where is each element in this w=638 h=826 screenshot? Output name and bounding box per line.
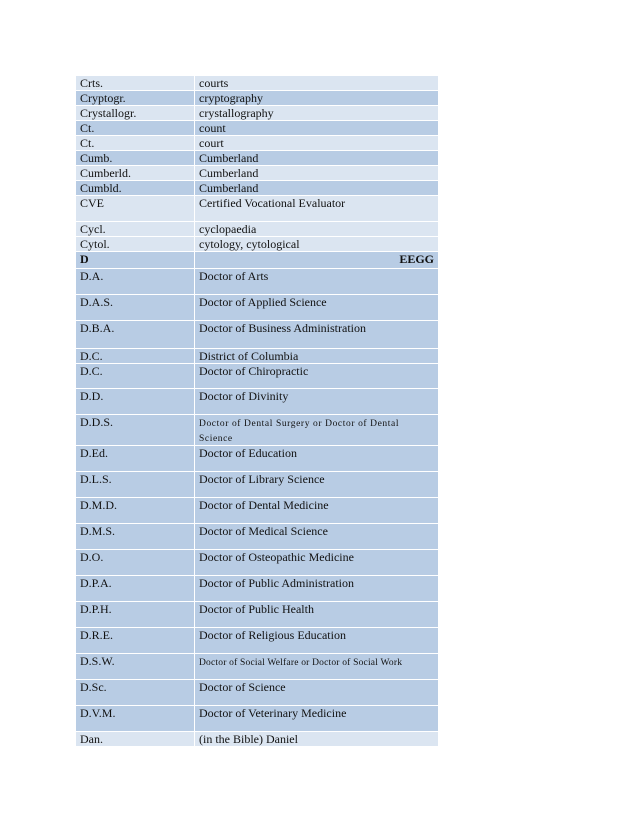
table-row [76, 602, 439, 628]
meaning-cell: Cumberland [195, 166, 439, 181]
abbreviation-cell: D.M.S. [76, 524, 195, 550]
abbreviation-cell: Crts. [76, 76, 195, 91]
meaning-text: Doctor of Social Welfare or Doctor of Social Work [199, 658, 403, 668]
meaning-cell: cryptography [195, 91, 439, 106]
meaning-cell: Certified Vocational Evaluator [195, 196, 439, 222]
abbreviation-cell: D.D. [76, 389, 195, 415]
table-row [76, 106, 439, 121]
abbreviation-cell: D.O. [76, 550, 195, 576]
meaning-cell: crystallography [195, 106, 439, 121]
table-row [76, 76, 439, 91]
table-row [76, 91, 439, 106]
abbreviation-cell: D.S.W. [76, 654, 195, 680]
section-code [195, 252, 439, 269]
table-row [76, 706, 439, 732]
abbreviation-cell: D.Ed. [76, 446, 195, 472]
meaning-cell: Cumberland [195, 151, 439, 166]
abbreviation-cell: CVE [76, 196, 195, 222]
table-row [76, 237, 439, 252]
table-row [76, 498, 439, 524]
meaning-cell: Doctor of Business Administration [195, 321, 439, 349]
meaning-cell: court [195, 136, 439, 151]
table-row [76, 472, 439, 498]
abbreviation-cell: D.M.D. [76, 498, 195, 524]
meaning-cell: Doctor of Science [195, 680, 439, 706]
abbreviation-cell: Ct. [76, 121, 195, 136]
table-row [76, 628, 439, 654]
meaning-cell: Doctor of Chiropractic [195, 364, 439, 389]
meaning-text: Doctor of Dental Surgery or Doctor of Dental Science [199, 419, 400, 444]
abbreviation-cell: Cumb. [76, 151, 195, 166]
table-row [76, 576, 439, 602]
section-letter: D [76, 252, 195, 269]
table-row [76, 181, 439, 196]
meaning-cell: Doctor of Library Science [195, 472, 439, 498]
meaning-cell: count [195, 121, 439, 136]
abbreviation-cell: Cumberld. [76, 166, 195, 181]
abbreviation-cell: Ct. [76, 136, 195, 151]
abbreviation-cell: D.A.S. [76, 295, 195, 321]
table-row [76, 222, 439, 237]
table-row [76, 654, 439, 680]
table-row [76, 121, 439, 136]
table-row [76, 321, 439, 349]
meaning-cell: Doctor of Veterinary Medicine [195, 706, 439, 732]
table-row [76, 550, 439, 576]
table-row [76, 349, 439, 364]
abbreviation-cell: D.P.A. [76, 576, 195, 602]
abbreviation-cell: D.B.A. [76, 321, 195, 349]
table-row [76, 524, 439, 550]
meaning-cell: Doctor of Public Health [195, 602, 439, 628]
abbreviation-cell: D.D.S. [76, 415, 195, 446]
abbreviation-cell: Cytol. [76, 237, 195, 252]
section-header-row [76, 252, 439, 269]
abbreviation-cell: Cycl. [76, 222, 195, 237]
meaning-cell: Doctor of Arts [195, 269, 439, 295]
abbreviation-cell: D.R.E. [76, 628, 195, 654]
meaning-cell: District of Columbia [195, 349, 439, 364]
meaning-cell: cytology, cytological [195, 237, 439, 252]
table-row [76, 295, 439, 321]
abbreviation-cell: Cumbld. [76, 181, 195, 196]
table-row [76, 151, 439, 166]
table-row [76, 415, 439, 446]
abbreviation-cell: D.Sc. [76, 680, 195, 706]
meaning-cell: Doctor of Religious Education [195, 628, 439, 654]
meaning-cell: courts [195, 76, 439, 91]
table-row [76, 364, 439, 389]
meaning-cell: Doctor of Divinity [195, 389, 439, 415]
abbreviations-table [75, 75, 439, 747]
meaning-cell: Doctor of Medical Science [195, 524, 439, 550]
abbreviation-cell: D.C. [76, 364, 195, 389]
meaning-cell: Cumberland [195, 181, 439, 196]
table-row [76, 166, 439, 181]
abbreviation-cell: D.A. [76, 269, 195, 295]
abbreviation-cell: Dan. [76, 732, 195, 747]
table-row [76, 680, 439, 706]
abbreviation-cell: D.C. [76, 349, 195, 364]
abbreviation-cell: Cryptogr. [76, 91, 195, 106]
meaning-cell: (in the Bible) Daniel [195, 732, 439, 747]
abbreviation-cell: D.V.M. [76, 706, 195, 732]
table-row [76, 196, 439, 222]
table-row [76, 389, 439, 415]
table-row [76, 136, 439, 151]
abbreviation-cell: Crystallogr. [76, 106, 195, 121]
meaning-cell: Doctor of Education [195, 446, 439, 472]
meaning-cell: Doctor of Osteopathic Medicine [195, 550, 439, 576]
meaning-cell: cyclopaedia [195, 222, 439, 237]
table-row [76, 732, 439, 747]
meaning-cell: Doctor of Public Administration [195, 576, 439, 602]
table-row [76, 269, 439, 295]
meaning-cell [195, 654, 439, 680]
abbreviation-cell: D.L.S. [76, 472, 195, 498]
meaning-cell: Doctor of Dental Medicine [195, 498, 439, 524]
meaning-cell [195, 415, 439, 446]
meaning-cell: Doctor of Applied Science [195, 295, 439, 321]
section-code-text: EEGG [399, 252, 434, 266]
table-row [76, 446, 439, 472]
abbreviation-cell: D.P.H. [76, 602, 195, 628]
